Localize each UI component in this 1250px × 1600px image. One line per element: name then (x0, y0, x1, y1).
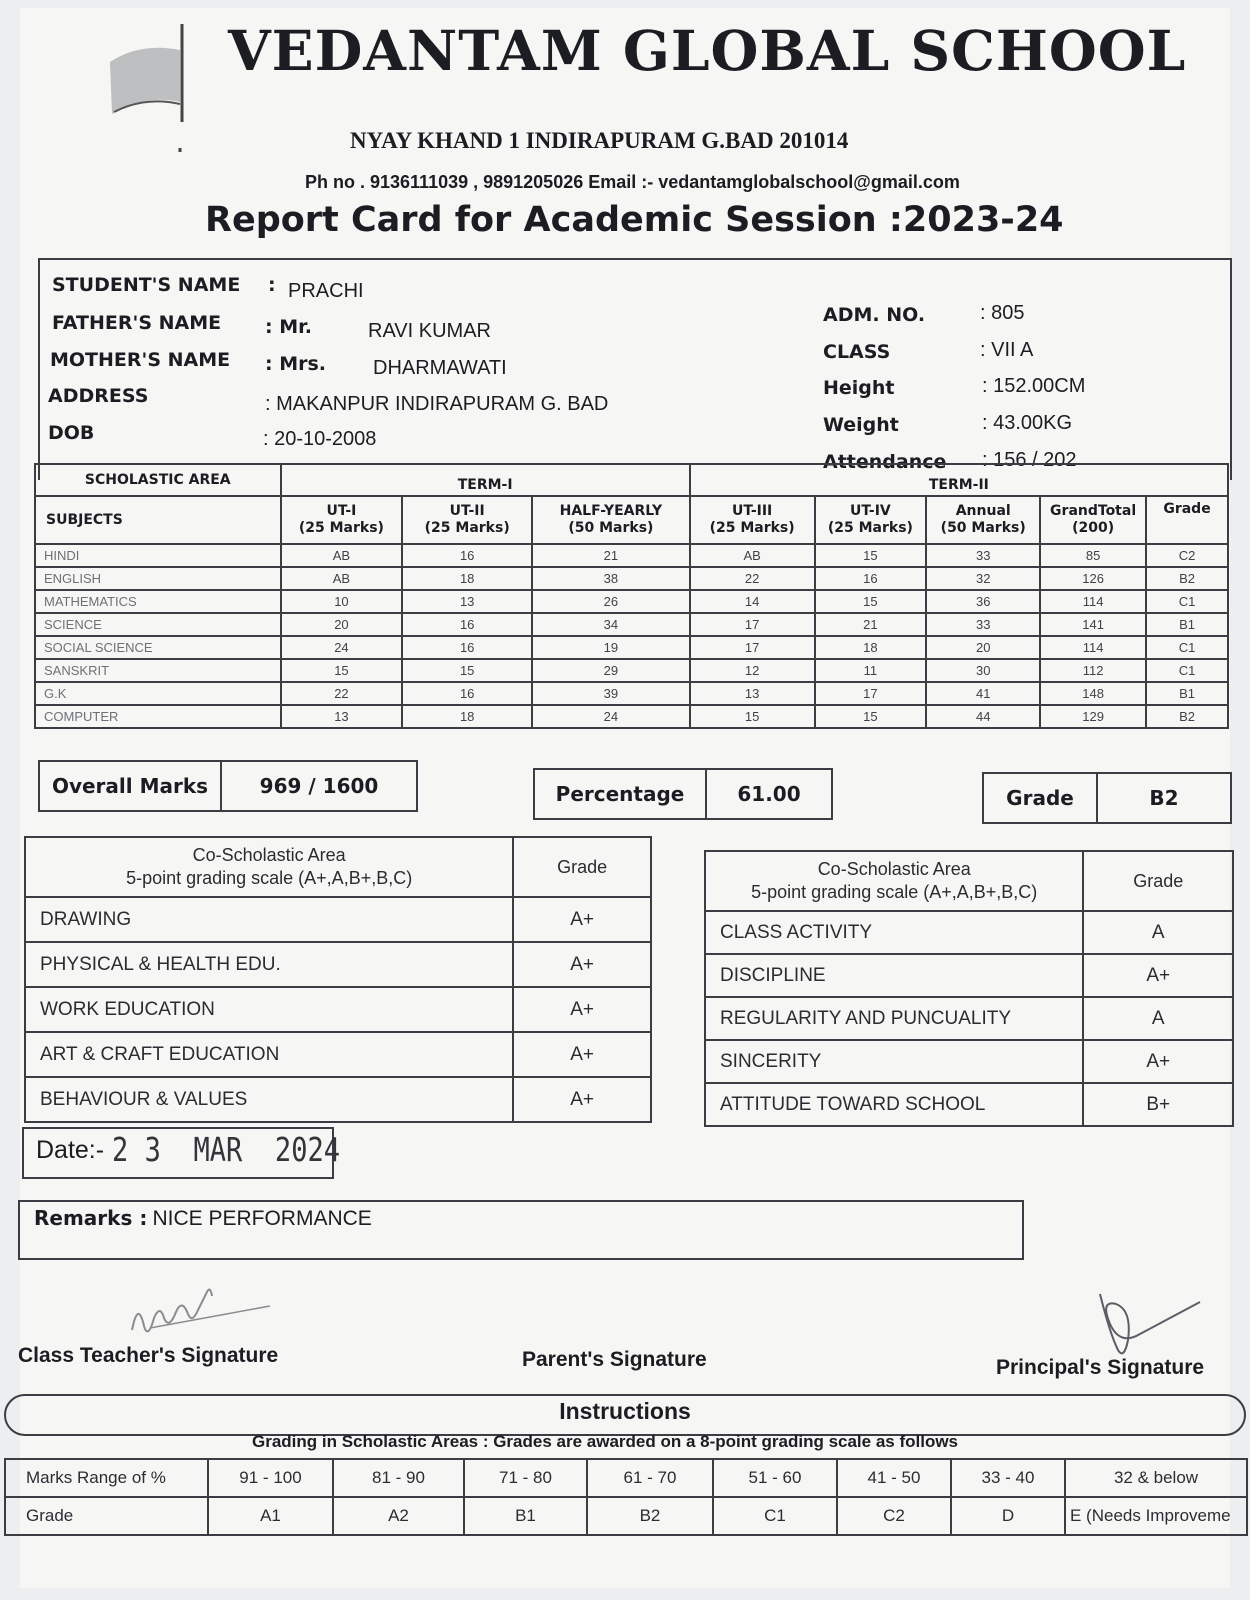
mark-cell: 32 (926, 567, 1040, 590)
marks-range-cell: 91 - 100 (208, 1459, 333, 1497)
mark-cell: 33 (926, 613, 1040, 636)
mark-cell: 10 (281, 590, 403, 613)
mark-cell: B1 (1146, 682, 1228, 705)
mark-cell: 33 (926, 544, 1040, 567)
date-label: Date:- (36, 1136, 105, 1164)
mark-cell: 13 (690, 682, 815, 705)
student-name-value: PRACHI (288, 280, 364, 302)
dob-value: : 20-10-2008 (263, 428, 377, 450)
mark-cell: 114 (1040, 636, 1146, 659)
mark-cell: B2 (1146, 705, 1228, 728)
mark-cell: 15 (402, 659, 532, 682)
mark-cell: 17 (690, 613, 815, 636)
mark-cell: 114 (1040, 590, 1146, 613)
remarks (34, 1206, 372, 1231)
mark-cell: 141 (1040, 613, 1146, 636)
mark-cell: AB (281, 567, 403, 590)
mark-cell: 11 (815, 659, 927, 682)
mark-cell: 129 (1040, 705, 1146, 728)
mark-cell: 20 (926, 636, 1040, 659)
mark-cell: B2 (1146, 567, 1228, 590)
co-scholastic-row (25, 942, 651, 987)
father-name-value: RAVI KUMAR (368, 320, 491, 342)
co-scholastic-row (25, 987, 651, 1032)
mark-cell: 17 (815, 682, 927, 705)
report-title: Report Card for Academic Session :2023-24 (205, 200, 1064, 240)
subject-name: ENGLISH (35, 567, 281, 590)
co-scholastic-row (25, 1077, 651, 1122)
class-teacher-signature-label: Class Teacher's Signature (18, 1344, 279, 1367)
overall-grade-box (982, 772, 1232, 824)
subject-name: SANSKRIT (35, 659, 281, 682)
class-value: : VII A (980, 339, 1034, 361)
school-logo-icon (100, 22, 190, 152)
scholastic-area-header: SCHOLASTIC AREA (35, 464, 281, 496)
co-scholastic-right-table (704, 850, 1234, 1127)
table-row (35, 682, 1228, 705)
subject-name: HINDI (35, 544, 281, 567)
mark-cell: 21 (815, 613, 927, 636)
co-scholastic-row (25, 1032, 651, 1077)
marks-range-cell: 41 - 50 (837, 1459, 951, 1497)
activity-grade: A+ (513, 897, 651, 942)
mark-cell: 36 (926, 590, 1040, 613)
mark-cell: 15 (815, 590, 927, 613)
mark-cell: 20 (281, 613, 403, 636)
col-header: Annual (50 Marks) (926, 496, 1040, 544)
colon-label: : (268, 274, 276, 296)
activity-name: DRAWING (25, 897, 513, 942)
table-row (35, 590, 1228, 613)
father-prefix: : Mr. (265, 316, 312, 338)
mark-cell: 112 (1040, 659, 1146, 682)
grade-cell: B1 (464, 1497, 587, 1535)
subject-name: MATHEMATICS (35, 590, 281, 613)
mark-cell: 21 (532, 544, 690, 567)
grade-cell: A1 (208, 1497, 333, 1535)
mark-cell: 34 (532, 613, 690, 636)
mark-cell: 44 (926, 705, 1040, 728)
grade-cell: C1 (713, 1497, 837, 1535)
co-scholastic-row (705, 911, 1233, 954)
activity-name: ART & CRAFT EDUCATION (25, 1032, 513, 1077)
co-scholastic-header: Co-Scholastic Area 5-point grading scale (A+,A,B+,B,C) (705, 851, 1083, 911)
dob-label: DOB (48, 422, 95, 444)
class-label: CLASS (823, 341, 891, 363)
co-scholastic-row (25, 897, 651, 942)
mark-cell: 29 (532, 659, 690, 682)
parent-signature-label: Parent's Signature (522, 1348, 707, 1371)
co-scholastic-row (705, 997, 1233, 1040)
overall-grade-label: Grade (984, 774, 1098, 822)
instructions-title: Instructions (559, 1398, 691, 1424)
instructions-text: Grading in Scholastic Areas : Grades are awarded on a 8-point grading scale as follows (252, 1432, 959, 1451)
address-label: ADDRESS (48, 385, 149, 407)
mark-cell: 14 (690, 590, 815, 613)
activity-grade: A+ (513, 987, 651, 1032)
weight-value: : 43.00KG (982, 412, 1073, 434)
subjects-header: SUBJECTS (35, 496, 281, 544)
mark-cell: 16 (402, 613, 532, 636)
table-row (35, 705, 1228, 728)
mark-cell: C2 (1146, 544, 1228, 567)
overall-marks-box (38, 760, 418, 812)
overall-grade-value: B2 (1149, 786, 1179, 810)
mark-cell: 16 (815, 567, 927, 590)
col-header: UT-IV (25 Marks) (815, 496, 927, 544)
height-value: : 152.00CM (982, 375, 1086, 397)
activity-name: CLASS ACTIVITY (705, 911, 1083, 954)
mark-cell: 126 (1040, 567, 1146, 590)
subject-name: G.K (35, 682, 281, 705)
co-scholastic-header: Co-Scholastic Area 5-point grading scale (A+,A,B+,B,C) (25, 837, 513, 897)
mark-cell: 15 (815, 705, 927, 728)
mother-prefix: : Mrs. (265, 353, 327, 375)
grade-cell: C2 (837, 1497, 951, 1535)
mark-cell: C1 (1146, 636, 1228, 659)
activity-name: SINCERITY (705, 1040, 1083, 1083)
address-value: : MAKANPUR INDIRAPURAM G. BAD (265, 393, 609, 415)
school-name: VEDANTAM GLOBAL SCHOOL (228, 18, 1187, 83)
table-row (35, 567, 1228, 590)
mark-cell: C1 (1146, 659, 1228, 682)
adm-no-value: : 805 (980, 302, 1025, 324)
mark-cell: 16 (402, 544, 532, 567)
activity-grade: B+ (1083, 1083, 1233, 1126)
overall-marks-label: Overall Marks (40, 762, 222, 810)
co-scholastic-row (705, 1083, 1233, 1126)
mark-cell: 24 (281, 636, 403, 659)
table-row (35, 613, 1228, 636)
scholastic-marks-table (34, 463, 1229, 729)
school-address: NYAY KHAND 1 INDIRAPURAM G.BAD 201014 (350, 128, 849, 153)
marks-range-cell: 33 - 40 (951, 1459, 1065, 1497)
principal-signature (1090, 1284, 1210, 1364)
mark-cell: 19 (532, 636, 690, 659)
father-name-label: FATHER'S NAME (52, 312, 222, 334)
mother-name-label: MOTHER'S NAME (50, 349, 231, 371)
col-header: Grade (1146, 496, 1228, 544)
mark-cell: 85 (1040, 544, 1146, 567)
co-scholastic-row (705, 1040, 1233, 1083)
co-scholastic-row (705, 954, 1233, 997)
mark-cell: 38 (532, 567, 690, 590)
col-header: HALF-YEARLY (50 Marks) (532, 496, 690, 544)
col-header: UT-I (25 Marks) (281, 496, 403, 544)
activity-name: DISCIPLINE (705, 954, 1083, 997)
term2-header: TERM-II (690, 464, 1228, 496)
mark-cell: B1 (1146, 613, 1228, 636)
activity-grade: A+ (1083, 1040, 1233, 1083)
col-header: UT-III (25 Marks) (690, 496, 815, 544)
co-scholastic-left-table (24, 836, 652, 1123)
attendance-label: Attendance (823, 451, 947, 473)
mark-cell: 15 (815, 544, 927, 567)
col-header: UT-II (25 Marks) (402, 496, 532, 544)
mother-name-value: DHARMAWATI (373, 357, 507, 379)
class-teacher-signature (120, 1280, 280, 1350)
activity-grade: A (1083, 997, 1233, 1040)
co-grade-header: Grade (513, 837, 651, 897)
weight-label: Weight (823, 414, 899, 436)
school-contact: Ph no . 9136111039 , 9891205026 Email :- vedantamglobalschool@gmail.com (305, 172, 960, 192)
grade-cell: D (951, 1497, 1065, 1535)
marks-range-cell: 51 - 60 (713, 1459, 837, 1497)
adm-no-label: ADM. NO. (823, 304, 926, 326)
activity-grade: A+ (513, 1032, 651, 1077)
marks-range-label: Marks Range of % (5, 1459, 208, 1497)
grade-cell: B2 (587, 1497, 713, 1535)
marks-range-cell: 81 - 90 (333, 1459, 464, 1497)
grading-scale-table (4, 1458, 1248, 1536)
grade-cell: A2 (333, 1497, 464, 1535)
percentage-value: 61.00 (737, 782, 801, 806)
attendance-value: : 156 / 202 (982, 449, 1077, 471)
activity-name: REGULARITY AND PUNCUALITY (705, 997, 1083, 1040)
mark-cell: 39 (532, 682, 690, 705)
mark-cell: 15 (690, 705, 815, 728)
activity-name: BEHAVIOUR & VALUES (25, 1077, 513, 1122)
mark-cell: 22 (281, 682, 403, 705)
table-row (35, 636, 1228, 659)
grade-row-label: Grade (5, 1497, 208, 1535)
table-row (35, 659, 1228, 682)
subject-name: SOCIAL SCIENCE (35, 636, 281, 659)
activity-grade: A+ (513, 1077, 651, 1122)
mark-cell: 26 (532, 590, 690, 613)
marks-range-cell: 71 - 80 (464, 1459, 587, 1497)
mark-cell: 18 (402, 567, 532, 590)
mark-cell: 13 (402, 590, 532, 613)
student-name-label: STUDENT'S NAME (52, 274, 241, 296)
mark-cell: 12 (690, 659, 815, 682)
subject-name: COMPUTER (35, 705, 281, 728)
mark-cell: 15 (281, 659, 403, 682)
mark-cell: 17 (690, 636, 815, 659)
mark-cell: 22 (690, 567, 815, 590)
activity-name: PHYSICAL & HEALTH EDU. (25, 942, 513, 987)
height-label: Height (823, 377, 895, 399)
date-stamp: 2 3 MAR 2024 (112, 1130, 341, 1169)
mark-cell: 16 (402, 636, 532, 659)
marks-range-cell: 32 & below (1065, 1459, 1247, 1497)
remarks-text: NICE PERFORMANCE (152, 1207, 372, 1230)
principal-signature-label: Principal's Signature (996, 1356, 1205, 1379)
percentage-box (533, 768, 833, 820)
mark-cell: AB (690, 544, 815, 567)
mark-cell: 18 (815, 636, 927, 659)
activity-grade: A+ (513, 942, 651, 987)
mark-cell: 18 (402, 705, 532, 728)
term1-header: TERM-I (281, 464, 690, 496)
mark-cell: 41 (926, 682, 1040, 705)
table-row (35, 544, 1228, 567)
mark-cell: 30 (926, 659, 1040, 682)
co-grade-header: Grade (1083, 851, 1233, 911)
activity-grade: A+ (1083, 954, 1233, 997)
marks-range-cell: 61 - 70 (587, 1459, 713, 1497)
mark-cell: 24 (532, 705, 690, 728)
overall-marks-value: 969 / 1600 (259, 774, 379, 798)
activity-name: ATTITUDE TOWARD SCHOOL (705, 1083, 1083, 1126)
percentage-label: Percentage (535, 770, 707, 818)
mark-cell: 13 (281, 705, 403, 728)
mark-cell: 148 (1040, 682, 1146, 705)
subject-name: SCIENCE (35, 613, 281, 636)
mark-cell: C1 (1146, 590, 1228, 613)
mark-cell: 16 (402, 682, 532, 705)
mark-cell: AB (281, 544, 403, 567)
col-header: GrandTotal (200) (1040, 496, 1146, 544)
activity-grade: A (1083, 911, 1233, 954)
grade-cell: E (Needs Improveme (1065, 1497, 1247, 1535)
remarks-label: Remarks : (34, 1206, 148, 1230)
activity-name: WORK EDUCATION (25, 987, 513, 1032)
